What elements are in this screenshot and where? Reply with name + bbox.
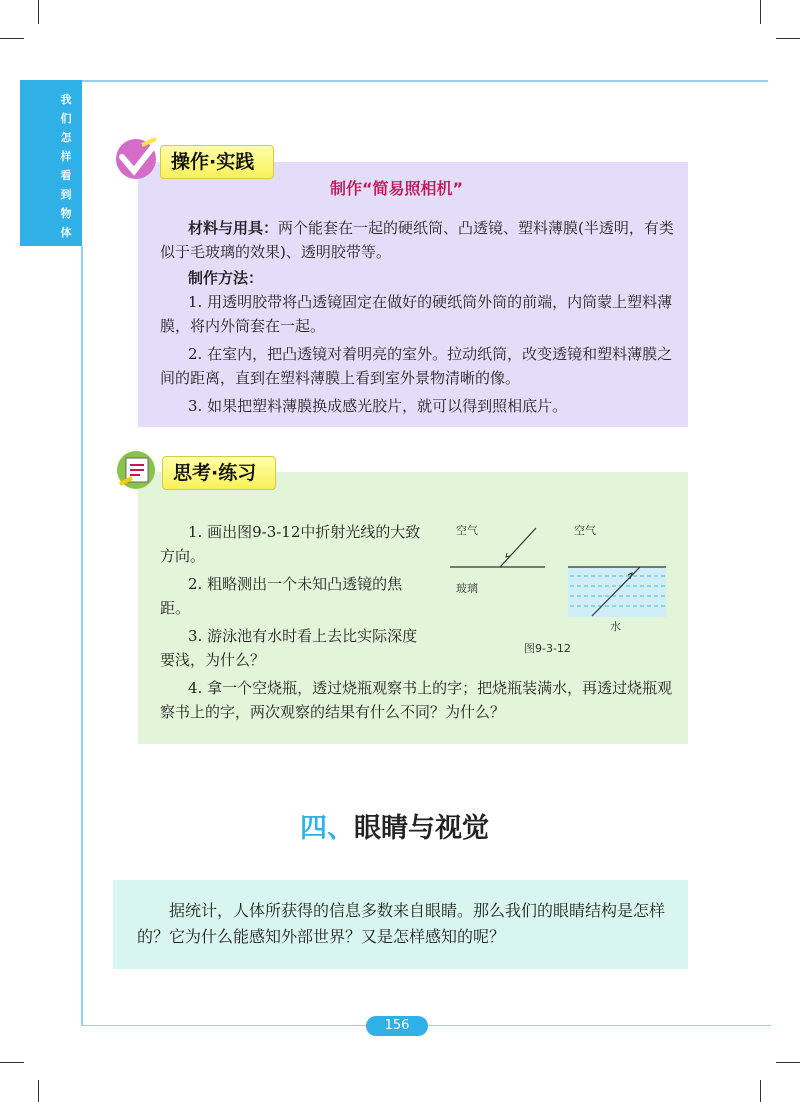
- refraction-figure: [440, 512, 675, 637]
- activity-step: 1. 用透明胶带将凸透镜固定在做好的硬纸筒外筒的前端，内筒蒙上塑料薄膜，将内外筒套在一起。: [160, 293, 673, 335]
- chapter-side-tab-label: 我 们 怎 样 看 到 物 体: [60, 93, 72, 239]
- section-title: [300, 806, 489, 845]
- notebook-icon: [112, 448, 162, 492]
- section-title-text: 眼睛与视觉: [354, 813, 489, 844]
- crop-mark: [760, 0, 761, 24]
- exercise-item: 4. 拿一个空烧瓶，透过烧瓶观察书上的字；把烧瓶装满水，再透过烧瓶观察书上的字，两次观察的结果有什么不同？为什么？: [160, 679, 673, 721]
- figure-caption: 图9-3-12: [524, 642, 571, 655]
- section-intro: 据统计，人体所获得的信息多数来自眼睛。那么我们的眼睛结构是怎样的？它为什么能感知外部世界？又是怎样感知的呢？: [137, 901, 666, 946]
- activity-title: 制作“简易照相机”: [330, 179, 464, 198]
- section-number: 四、: [300, 813, 354, 844]
- left-top-label: 空气: [456, 524, 478, 537]
- method-label: 制作方法：: [188, 269, 264, 287]
- exercise-item: 3. 游泳池有水时看上去比实际深度要浅，为什么？: [160, 627, 418, 669]
- activity-step: 3. 如果把塑料薄膜换成感光胶片，就可以得到照相底片。: [188, 397, 568, 415]
- activity-badge: 操作·实践: [160, 145, 274, 179]
- right-bottom-label: 水: [610, 620, 621, 633]
- crop-mark: [38, 0, 39, 24]
- materials-label: 材料与用具：: [188, 219, 279, 237]
- page-number: 156: [366, 1016, 428, 1036]
- header-rule: [20, 80, 768, 82]
- margin-rule: [81, 246, 83, 1026]
- arrowhead: [506, 553, 510, 557]
- crop-mark: [0, 1062, 24, 1063]
- water-region: [568, 567, 666, 617]
- materials-text: 两个能套在一起的硬纸筒、凸透镜、塑料薄膜(半透明，有类似于毛玻璃的效果)、透明胶带等。: [160, 219, 674, 261]
- activity-step: 2. 在室内，把凸透镜对着明亮的室外。拉动纸筒，改变透镜和塑料薄膜之间的距离，直到在塑料薄膜上看到室外景物清晰的像。: [160, 345, 673, 387]
- right-top-label: 空气: [574, 524, 596, 537]
- crop-mark: [760, 1080, 761, 1102]
- crop-mark: [0, 38, 24, 39]
- crop-mark: [38, 1080, 39, 1102]
- crop-mark: [776, 38, 800, 39]
- crop-mark: [776, 1062, 800, 1063]
- exercise-badge: 思考·练习: [162, 456, 276, 490]
- exercise-item: 1. 画出图9-3-12中折射光线的大致方向。: [160, 523, 421, 565]
- left-bottom-label: 玻璃: [456, 582, 478, 595]
- activity-materials: [160, 216, 678, 264]
- checkmark-icon: [112, 135, 162, 181]
- exercise-item: 2. 粗略测出一个未知凸透镜的焦距。: [160, 575, 403, 617]
- incident-ray: [500, 528, 536, 567]
